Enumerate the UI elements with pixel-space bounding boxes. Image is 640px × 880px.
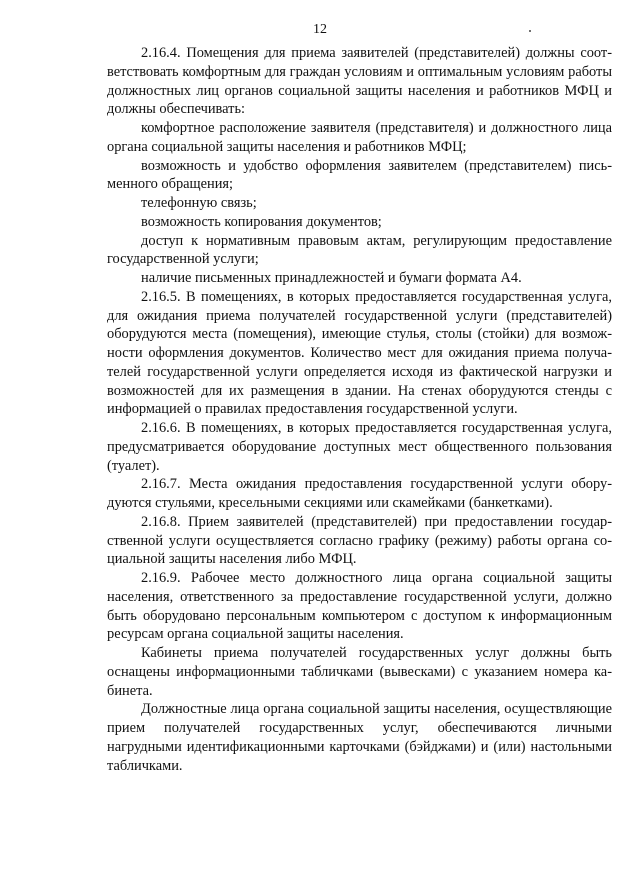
document-body — [107, 44, 612, 775]
paragraph-2-16-4: 2.16.4. Помещения для приема заявителей (представителей) должны соответствовать комфортным для граждан условиям и оптимальным условиям работы должностных лиц органов социальной защиты населения и работников МФЦ и должны обеспечивать: — [107, 45, 612, 118]
scan-speck — [529, 30, 531, 32]
paragraph-2-16-5: 2.16.5. В помещениях, в которых предоставляется государственная услуга, для ожидания приема получателей государственной услуги (представителей) оборудуются места (помещения), имеющие стулья, столы (стойки) для возможности оформления документов. Количество мест для ожидания приема получателей государственной услуги определяется исходя из фактической нагрузки и возможностей для их размещения в здании. На стенах оборудуются стенды с информацией о правилах предоставления государственной услуги. — [107, 288, 612, 418]
list-item-comfortable-placement: комфортное расположение заявителя (представителя) и должностного лица органа социальной защиты населения и работников МФЦ; — [107, 120, 612, 155]
list-item-copying: возможность копирования документов; — [141, 213, 382, 230]
paragraph-2-16-9: 2.16.9. Рабочее место должностного лица органа социальной защиты населения, ответственного за предоставление государственной услуги, должно быть оборудовано персональным компьютером с доступом к информационным ресурсам органа социальной защиты населения. — [107, 570, 612, 643]
paragraph-office-signage: Кабинеты приема получателей государственных услуг должны быть оснащены информационными табличками (вывесками) с указанием номера кабинета. — [107, 645, 612, 699]
list-item-legal-acts-access: доступ к нормативным правовым актам, регулирующим предоставление государственной услуги; — [107, 232, 612, 268]
paragraph-officials-badges: Должностные лица органа социальной защиты населения, осуществляющие прием получателей государственных услуг, обеспечиваются личными нагрудными идентификационными карточками (бэйджами) и (или) настольными табличками. — [107, 701, 612, 774]
list-item-telephone: телефонную связь; — [141, 195, 257, 211]
list-item-written-appeal: возможность и удобство оформления заявителем (представителем) письменного обращения; — [107, 157, 612, 193]
page-number: 12 — [313, 22, 327, 37]
paragraph-2-16-8: 2.16.8. Прием заявителей (представителей) при предоставлении государственной услуги осуществляется согласно графику (режиму) работы органа социальной защиты населения либо МФЦ. — [107, 513, 612, 568]
paragraph-2-16-6: 2.16.6. В помещениях, в которых предоставляется государственная услуга, предусматривается оборудование доступных мест общественного пользования (туалет). — [107, 420, 612, 474]
paragraph-2-16-7: 2.16.7. Места ожидания предоставления государственной услуги оборудуются стульями, кресельными секциями или скамейками (банкетками). — [107, 476, 612, 511]
list-item-stationery: наличие письменных принадлежностей и бумаги формата А4. — [141, 270, 522, 286]
